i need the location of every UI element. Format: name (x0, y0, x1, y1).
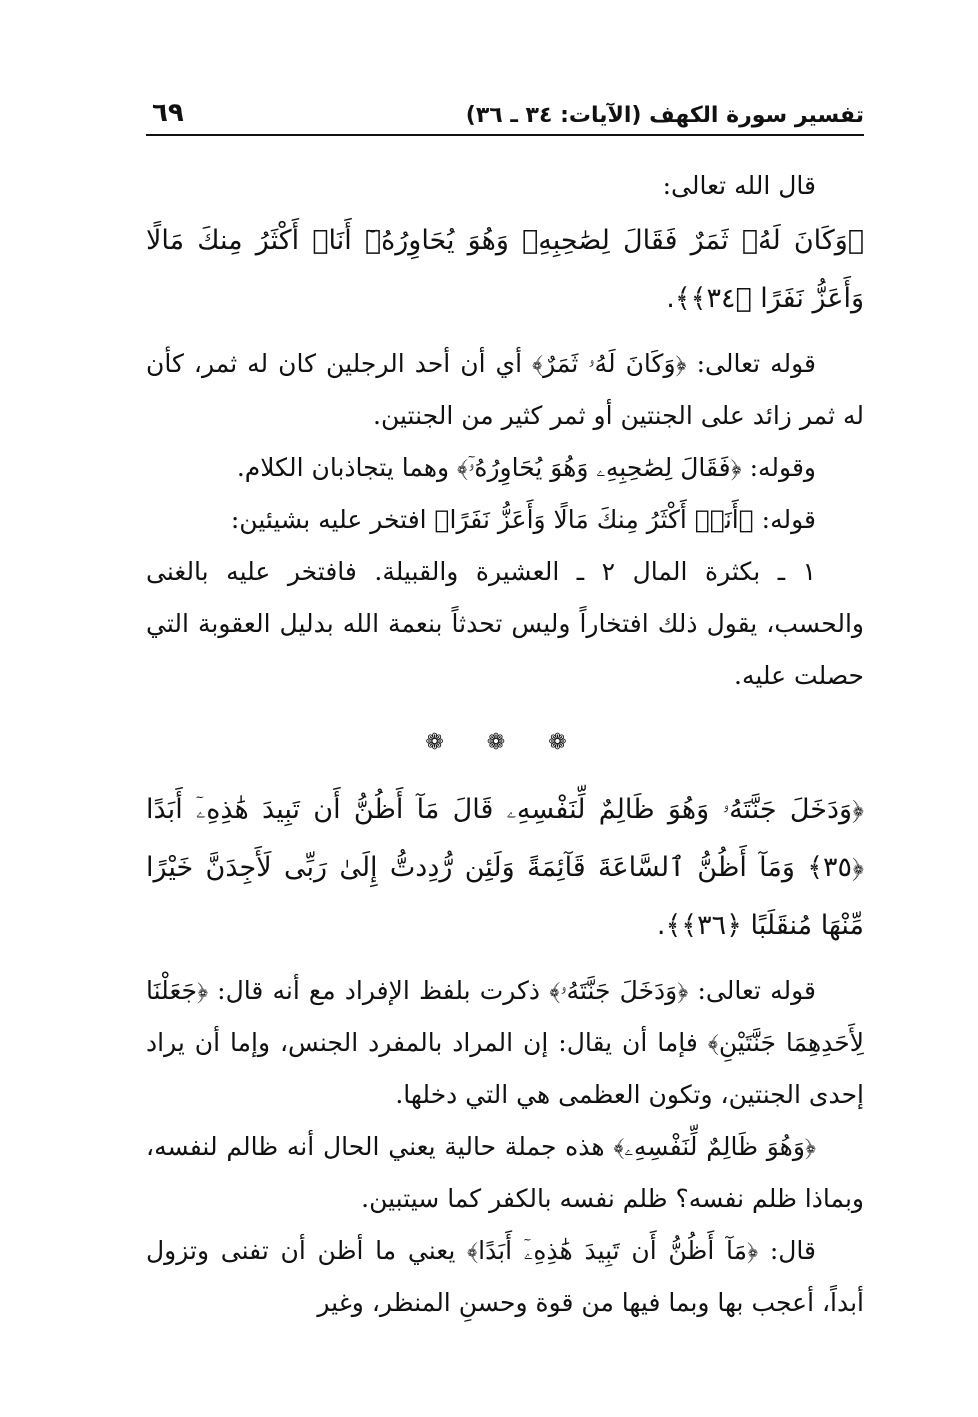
verse-text: ﴿وَدَخَلَ جَنَّتَهُۥ وَهُوَ ظَالِمٌ لِّنَفْسِهِۦ قَالَ مَآ أَظُنُّ أَن تَبِيدَ هَٰذِهِۦٓ أَبَدًا ﴿٣٥﴾ وَمَآ أَظُنُّ ٱلسَّاعَةَ قَآئِمَةً وَلَئِن رُّدِدتُّ إِلَىٰ رَبِّى لَأَجِدَنَّ خَيْرًا مِّنْهَا مُنقَلَبًا ﴿٣٦﴾﴾. (146, 794, 864, 941)
paragraph-1: قوله تعالى: ﴿وَكَانَ لَهُۥ ثَمَرٌ﴾ أي أن أحد الرجلين كان له ثمر، كأن له ثمر زائد على الجنتين أو ثمر كثير من الجنتين. (146, 349, 864, 430)
paragraph-4: ١ ـ بكثرة المال ٢ ـ العشيرة والقبيلة. فافتخر عليه بالغنى والحسب، يقول ذلك افتخاراً وليس تحدثاً بنعمة الله بدليل العقوبة التي حصلت عليه. (146, 557, 864, 690)
quran-verse-34 (146, 212, 864, 328)
intro-line: قال الله تعالى: (662, 171, 816, 200)
section-separator: ❁ ❁ ❁ (425, 730, 585, 755)
quran-verse-35-36 (146, 781, 864, 955)
spacer (146, 328, 864, 338)
page-body (146, 160, 864, 1329)
paragraph-6: ﴿وَهُوَ ظَالِمٌ لِّنَفْسِهِۦ﴾ هذه جملة حالية يعني الحال أنه ظالم لنفسه، وبماذا ظلم نفسه؟ ظلم نفسه بالكفر كما سيتبين. (146, 1132, 864, 1213)
header-title: تفسير سورة الكهف (الآيات: ٣٤ ـ ٣٦) (465, 103, 864, 128)
paragraph-2: وقوله: ﴿فَقَالَ لِصَٰحِبِهِۦ وَهُوَ يُحَاوِرُهُۥٓ﴾ وهما يتجاذبان الكلام. (236, 453, 816, 482)
page-number: ٦٩ (152, 98, 184, 128)
paragraph-5: قوله تعالى: ﴿وَدَخَلَ جَنَّتَهُۥ﴾ ذكرت بلفظ الإفراد مع أنه قال: ﴿جَعَلْنَا لِأَحَدِهِمَا جَنَّتَيْنِ﴾ فإما أن يقال: إن المراد بالمفرد الجنس، وإما أن يراد إحدى الجنتين، وتكون العظمى هي التي دخلها. (146, 976, 864, 1109)
paragraph-3: قوله: ﴿أَنَا۠ أَكْثَرُ مِنكَ مَالًا وَأَعَزُّ نَفَرًا﴾ افتخر عليه بشيئين: (230, 505, 816, 534)
spacer (146, 955, 864, 965)
verse-text: ﴿وَكَانَ لَهُۥ ثَمَرٌ فَقَالَ لِصَٰحِبِهِۦ وَهُوَ يُحَاوِرُهُۥٓ أَنَا۠ أَكْثَرُ مِنكَ مَالًا وَأَعَزُّ نَفَرًا ﴿٣٤﴾﴾. (146, 225, 864, 314)
running-header (146, 88, 864, 136)
paragraph-7: قال: ﴿مَآ أَظُنُّ أَن تَبِيدَ هَٰذِهِۦٓ أَبَدًا﴾ يعني ما أظن أن تفنى وتزول أبداً، أعجب بها وبما فيها من قوة وحسنِ المنظر، وغير (146, 1236, 864, 1317)
